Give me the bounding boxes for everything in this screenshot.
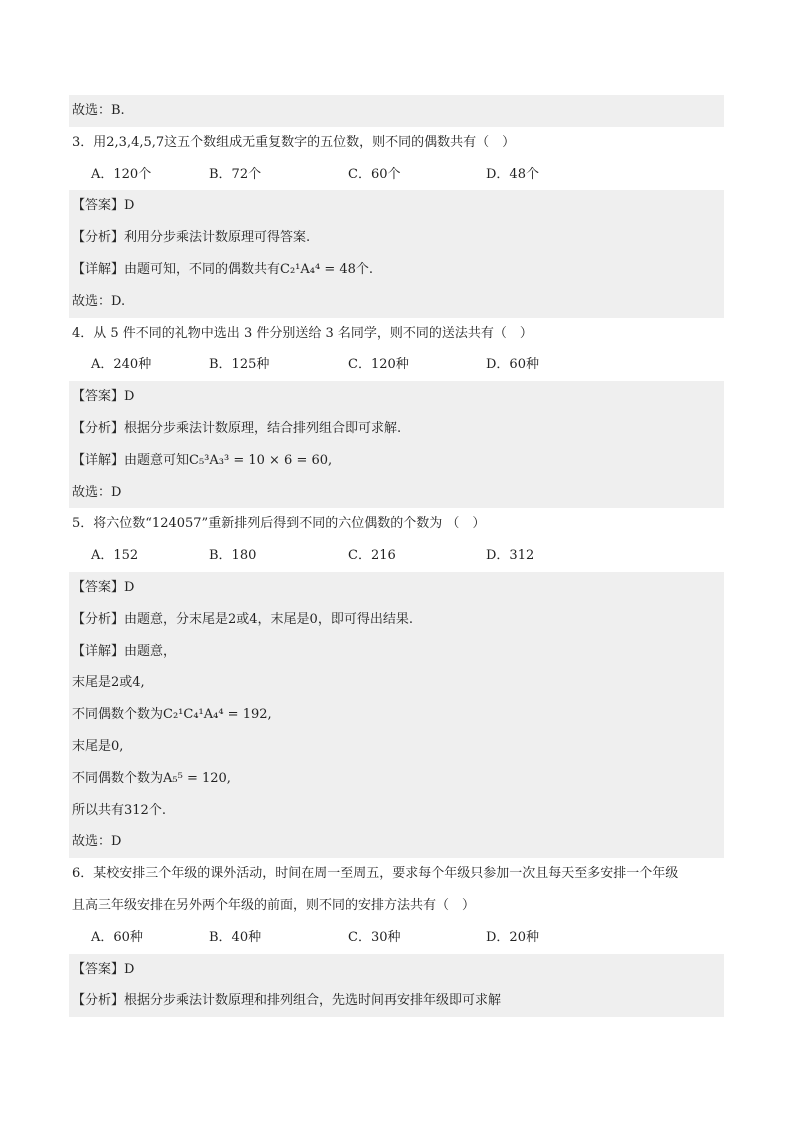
document-content	[69, 95, 724, 1017]
solution-line: 【详解】由题可知，不同的偶数共有C₂¹A₄⁴ = 48个.	[69, 254, 724, 286]
answer-options	[69, 159, 724, 191]
option-c: C．216	[348, 548, 396, 564]
option-b: B．180	[209, 548, 257, 564]
question-line: 且高三年级安排在另外两个年级的前面，则不同的安排方法共有（ ）	[69, 890, 724, 922]
answer-options	[69, 922, 724, 954]
question-line: 3．用2,3,4,5,7这五个数组成无重复数字的五位数，则不同的偶数共有（ ）	[69, 127, 724, 159]
option-a: A．152	[91, 548, 139, 564]
solution-line: 【答案】D	[69, 190, 724, 222]
option-d: D．60种	[486, 357, 539, 373]
solution-line: 【分析】利用分步乘法计数原理可得答案.	[69, 222, 724, 254]
solution-line: 【分析】根据分步乘法计数原理和排列组合，先选时间再安排年级即可求解	[69, 985, 724, 1017]
question-line: 4．从 5 件不同的礼物中选出 3 件分别送给 3 名同学，则不同的送法共有（ ）	[69, 318, 724, 350]
option-b: B．40种	[209, 929, 262, 945]
solution-line: 不同偶数个数为C₂¹C₄¹A₄⁴ = 192,	[69, 699, 724, 731]
option-c: C．30种	[348, 929, 401, 945]
question-line: 5．将六位数“124057”重新排列后得到不同的六位偶数的个数为 （ ）	[69, 508, 724, 540]
solution-line: 故选：D	[69, 477, 724, 509]
answer-options	[69, 540, 724, 572]
solution-line: 【答案】D	[69, 381, 724, 413]
option-a: A．60种	[91, 929, 143, 945]
solution-line: 【答案】D	[69, 572, 724, 604]
solution-line: 故选：D	[69, 826, 724, 858]
solution-line: 所以共有312个.	[69, 795, 724, 827]
answer-options	[69, 349, 724, 381]
option-a: A．120个	[91, 166, 152, 182]
option-d: D．48个	[486, 166, 539, 182]
solution-line: 故选：B.	[69, 95, 724, 127]
option-d: D．20种	[486, 929, 539, 945]
solution-line: 【分析】根据分步乘法计数原理，结合排列组合即可求解.	[69, 413, 724, 445]
option-a: A．240种	[91, 357, 152, 373]
solution-line: 【分析】由题意，分末尾是2或4，末尾是0，即可得出结果.	[69, 604, 724, 636]
option-c: C．60个	[348, 166, 401, 182]
solution-line: 【详解】由题意可知C₅³A₃³ = 10 × 6 = 60,	[69, 445, 724, 477]
question-line: 6．某校安排三个年级的课外活动，时间在周一至周五，要求每个年级只参加一次且每天至多安排一个年级	[69, 858, 724, 890]
option-b: B．125种	[209, 357, 270, 373]
option-d: D．312	[486, 548, 535, 564]
solution-line: 【答案】D	[69, 954, 724, 986]
solution-line: 故选：D.	[69, 286, 724, 318]
solution-line: 末尾是2或4,	[69, 667, 724, 699]
option-b: B．72个	[209, 166, 262, 182]
solution-line: 末尾是0,	[69, 731, 724, 763]
solution-line: 【详解】由题意，	[69, 636, 724, 668]
solution-line: 不同偶数个数为A₅⁵ = 120,	[69, 763, 724, 795]
option-c: C．120种	[348, 357, 409, 373]
